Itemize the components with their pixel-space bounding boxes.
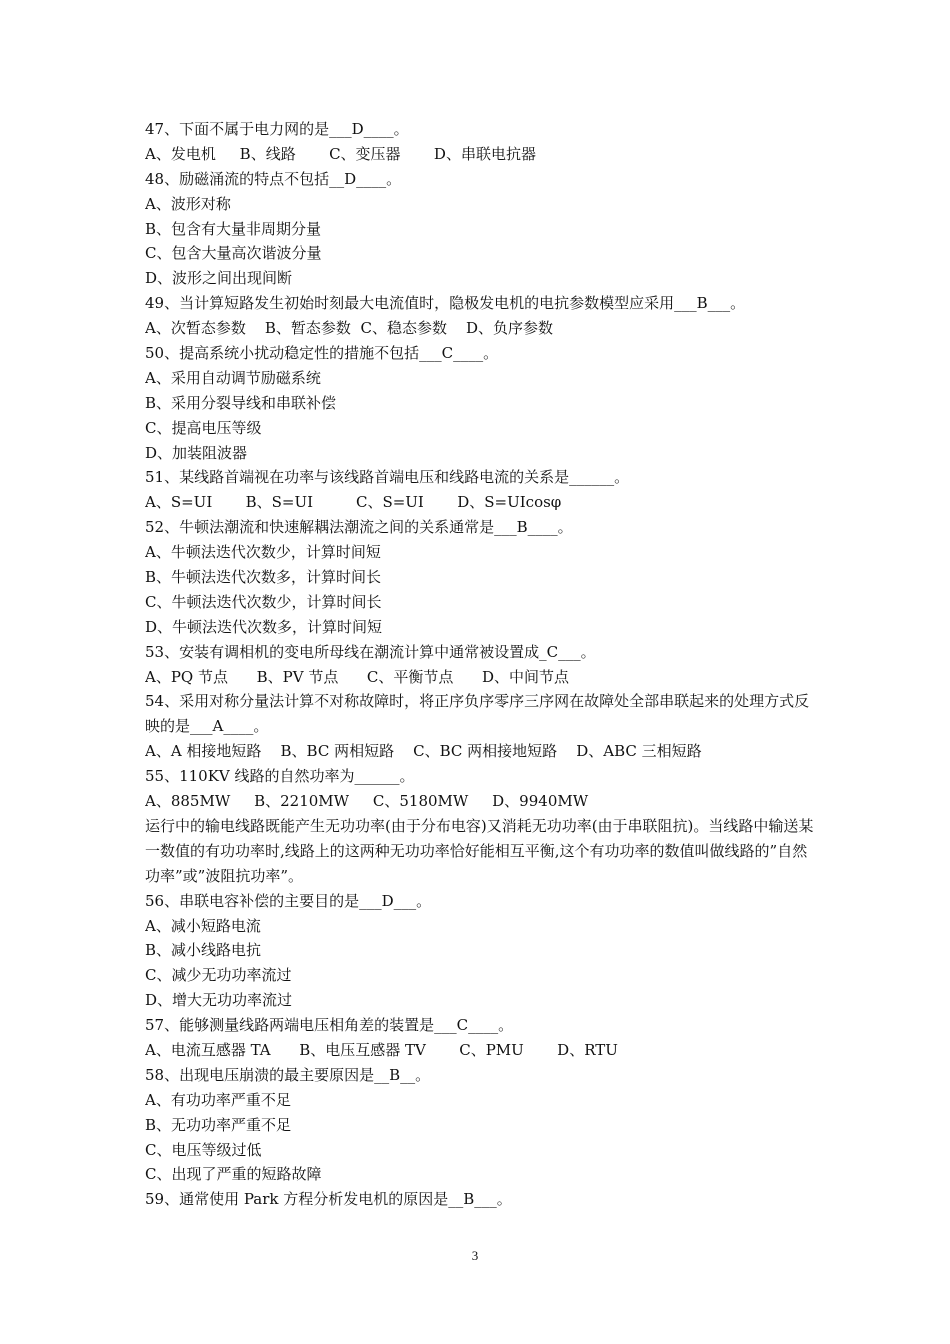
text-line: 57、能够测量线路两端电压相角差的装置是___C____。 — [145, 1016, 514, 1035]
text-line: C、减少无功功率流过 — [145, 966, 292, 985]
text-line: 53、安装有调相机的变电所母线在潮流计算中通常被设置成_C___。 — [145, 642, 596, 661]
text-line: 47、下面不属于电力网的是___D____。 — [145, 120, 409, 138]
text-line: 49、当计算短路发生初始时刻最大电流值时，隐极发电机的电抗参数模型应采用___B___。 — [145, 294, 746, 313]
text-line: A、发电机 B、线路 C、变压器 D、串联电抗器 — [145, 144, 536, 163]
text-line: 50、提高系统小扰动稳定性的措施不包括___C____。 — [145, 344, 499, 363]
text-line: B、包含有大量非周期分量 — [145, 219, 322, 238]
page-number: 3 — [471, 1248, 479, 1263]
text-line: A、电流互感器 TA B、电压互感器 TV C、PMU D、RTU — [145, 1041, 618, 1060]
text-line: A、A 相接地短路 B、BC 两相短路 C、BC 两相接地短路 D、ABC 三相短路 — [145, 742, 702, 761]
text-line: B、减小线路电抗 — [145, 941, 262, 960]
text-line: 56、串联电容补偿的主要目的是___D___。 — [145, 891, 432, 910]
text-line: A、采用自动调节励磁系统 — [145, 368, 321, 387]
question-54: 54、采用对称分量法计算不对称故障时，将正序负序零序三序网在故障处全部串联起来的处理方式反映的是___A____。 — [145, 692, 810, 736]
text-line: B、采用分裂导线和串联补偿 — [145, 393, 337, 412]
text-line: C、提高电压等级 — [145, 418, 262, 437]
text-line: D、增大无功功率流过 — [145, 991, 293, 1010]
explanation-paragraph: 运行中的输电线路既能产生无功功率(由于分布电容)又消耗无功功率(由于串联阻抗)。当线路中输送某一数值的有功功率时,线路上的这两种无功功率恰好能相互平衡,这个有功功率的数值叫做线路的”自然功率”或”波阻抗功率”。 — [145, 816, 814, 885]
text-line: 52、牛顿法潮流和快速解耦法潮流之间的关系通常是___B____。 — [145, 518, 573, 537]
document-body — [145, 117, 815, 1212]
text-line: C、包含大量高次谐波分量 — [145, 244, 322, 263]
text-line: C、电压等级过低 — [145, 1140, 262, 1159]
text-line: A、885MW B、2210MW C、5180MW D、9940MW — [145, 792, 589, 811]
text-line: 58、出现电压崩溃的最主要原因是__B__。 — [145, 1065, 431, 1084]
text-line: D、加装阻波器 — [145, 443, 248, 462]
text-line: A、S=UI B、S=UI C、S=UI D、S=UIcosφ — [145, 493, 562, 512]
text-line: 55、110KV 线路的自然功率为______。 — [145, 767, 415, 786]
text-line: D、牛顿法迭代次数多，计算时间短 — [145, 617, 383, 636]
text-line: B、无功功率严重不足 — [145, 1115, 292, 1134]
text-line: A、有功功率严重不足 — [145, 1090, 291, 1109]
text-line: D、波形之间出现间断 — [145, 269, 293, 288]
text-line: 51、某线路首端视在功率与该线路首端电压和线路电流的关系是______。 — [145, 468, 630, 487]
text-line: A、牛顿法迭代次数少，计算时间短 — [145, 543, 381, 562]
text-line: C、出现了严重的短路故障 — [145, 1165, 322, 1184]
text-line: B、牛顿法迭代次数多，计算时间长 — [145, 568, 382, 587]
text-line: A、PQ 节点 B、PV 节点 C、平衡节点 D、中间节点 — [145, 667, 570, 686]
text-line: 59、通常使用 Park 方程分析发电机的原因是__B___。 — [145, 1190, 512, 1209]
text-line: C、牛顿法迭代次数少，计算时间长 — [145, 592, 382, 611]
text-line: A、波形对称 — [145, 194, 231, 213]
text-line: A、减小短路电流 — [145, 916, 261, 935]
text-line: 48、励磁涌流的特点不包括__D____。 — [145, 169, 402, 188]
text-line: A、次暂态参数 B、暂态参数 C、稳态参数 D、负序参数 — [145, 319, 554, 338]
